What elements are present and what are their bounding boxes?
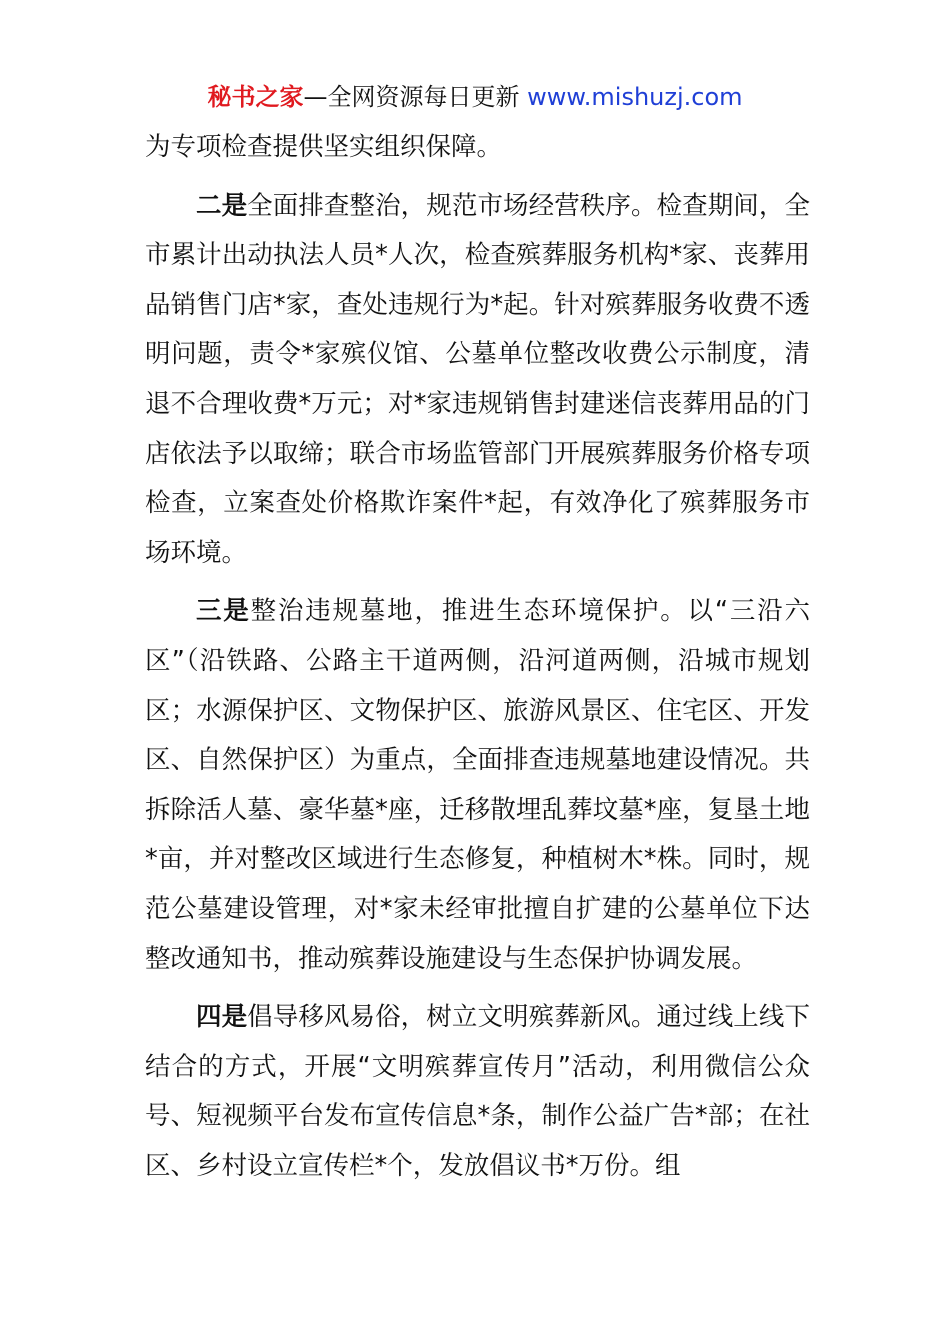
site-url-link[interactable]: www.mishuzj.com — [527, 83, 743, 111]
paragraph-text: 全面排查整治，规范市场经营秩序。检查期间，全市累计出动执法人员*人次，检查殡葬服务机构*家、丧葬用品销售门店*家，查处违规行为*起。针对殡葬服务收费不透明问题，责令*家殡仪馆、公墓单位整改收费公示制度，清退不合理收费*万元；对*家违规销售封建迷信丧葬用品的门店依法予以取缔；联合市场监管部门开展殡葬服务价格专项检查，立案查处价格欺诈案件*起，有效净化了殡葬服务市场环境。 — [145, 190, 810, 568]
paragraph-text: 倡导移风易俗，树立文明殡葬新风。通过线上线下结合的方式，开展“文明殡葬宣传月”活动，利用微信公众号、短视频平台发布宣传信息*条，制作公益广告*部；在社区、乡村设立宣传栏*个，发放倡议书*万份。组 — [145, 1002, 810, 1181]
site-brand: 秘书之家 — [207, 83, 304, 111]
document-body — [145, 123, 810, 1200]
paragraph-text: 为专项检查提供坚实组织保障。 — [145, 132, 503, 162]
site-slogan: —全网资源每日更新 — [303, 83, 520, 111]
paragraph-point-two — [145, 182, 810, 579]
site-header — [0, 80, 950, 114]
paragraph-lead: 三是 — [196, 596, 251, 627]
paragraph-point-three — [145, 587, 810, 984]
paragraph-lead: 四是 — [196, 1002, 248, 1033]
paragraph-point-four — [145, 993, 810, 1191]
paragraph-continuation — [145, 123, 810, 173]
paragraph-lead: 二是 — [196, 190, 248, 221]
paragraph-text: 整治违规墓地，推进生态环境保护。以“三沿六区”（沿铁路、公路主干道两侧，沿河道两侧，沿城市规划区；水源保护区、文物保护区、旅游风景区、住宅区、开发区、自然保护区）为重点，全面排查违规墓地建设情况。共拆除活人墓、豪华墓*座，迁移散埋乱葬坟墓*座，复垦土地*亩，并对整改区域进行生态修复，种植树木*株。同时，规范公墓建设管理，对*家未经审批擅自扩建的公墓单位下达整改通知书，推动殡葬设施建设与生态保护协调发展。 — [145, 596, 810, 974]
